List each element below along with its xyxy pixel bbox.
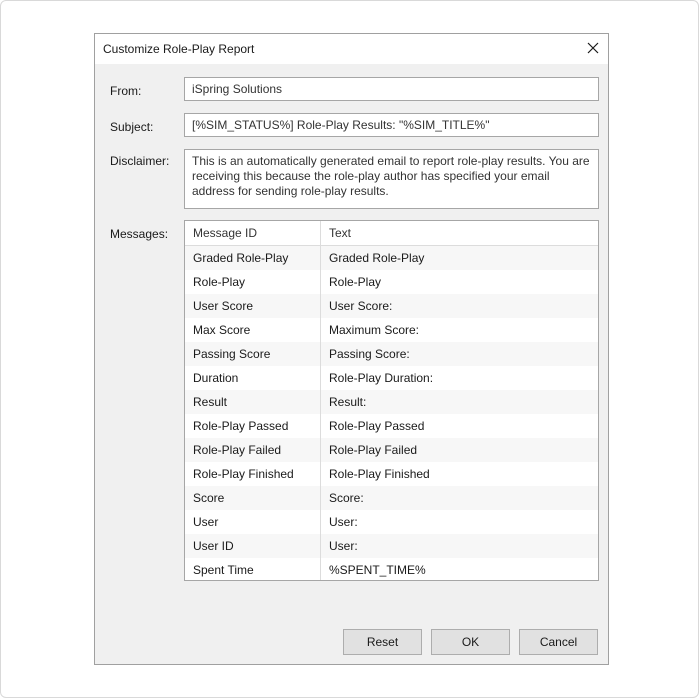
column-header-message-id[interactable]: Message ID: [185, 221, 321, 245]
message-text-cell[interactable]: Maximum Score:: [329, 323, 420, 337]
dialog-title: Customize Role-Play Report: [103, 42, 255, 56]
table-row[interactable]: [185, 486, 598, 510]
message-id-cell: User Score: [185, 294, 321, 318]
table-row[interactable]: [185, 366, 598, 390]
table-row[interactable]: [185, 462, 598, 486]
table-row[interactable]: [185, 534, 598, 558]
message-id-cell: User ID: [185, 534, 321, 558]
message-id-cell: Duration: [185, 366, 321, 390]
message-text-cell[interactable]: User:: [329, 539, 358, 553]
subject-field[interactable]: [%SIM_STATUS%] Role-Play Results: "%SIM_TITLE%": [184, 113, 599, 137]
close-icon: [587, 42, 599, 54]
table-row[interactable]: [185, 414, 598, 438]
message-id-cell: Role-Play: [185, 270, 321, 294]
table-row[interactable]: [185, 318, 598, 342]
message-text-cell[interactable]: %SPENT_TIME%: [329, 563, 426, 577]
table-row[interactable]: [185, 390, 598, 414]
disclaimer-field[interactable]: This is an automatically generated email to report role-play results. You are receiving this because the role-play author has specified your email address for sending role-play results.: [184, 149, 599, 209]
ok-button[interactable]: OK: [431, 629, 510, 655]
message-id-cell: Result: [185, 390, 321, 414]
message-text-cell[interactable]: Passing Score:: [329, 347, 410, 361]
message-text-cell[interactable]: Role-Play: [329, 275, 382, 289]
table-row[interactable]: [185, 270, 598, 294]
message-text-cell[interactable]: Score:: [329, 491, 364, 505]
message-text-cell[interactable]: User:: [329, 515, 358, 529]
message-text-cell[interactable]: Result:: [329, 395, 367, 409]
from-field[interactable]: iSpring Solutions: [184, 77, 599, 101]
table-row[interactable]: [185, 438, 598, 462]
message-text-cell[interactable]: User Score:: [329, 299, 393, 313]
cancel-button[interactable]: Cancel: [519, 629, 598, 655]
column-header-text[interactable]: Text: [329, 226, 352, 240]
message-text-cell[interactable]: Role-Play Finished: [329, 467, 430, 481]
message-text-cell[interactable]: Role-Play Duration:: [329, 371, 434, 385]
message-text-cell[interactable]: Role-Play Passed: [329, 419, 425, 433]
message-id-cell: Spent Time: [185, 558, 321, 581]
table-row[interactable]: [185, 510, 598, 534]
messages-table-body: [185, 246, 598, 581]
messages-label: Messages:: [110, 227, 169, 241]
message-id-cell: Role-Play Finished: [185, 462, 321, 486]
message-text-cell[interactable]: Graded Role-Play: [329, 251, 425, 265]
messages-table[interactable]: [184, 220, 599, 581]
table-row[interactable]: [185, 294, 598, 318]
reset-button[interactable]: Reset: [343, 629, 422, 655]
customize-report-dialog: [94, 33, 609, 665]
dialog-titlebar: [95, 34, 608, 64]
table-row[interactable]: [185, 558, 598, 581]
message-id-cell: Max Score: [185, 318, 321, 342]
disclaimer-label: Disclaimer:: [110, 154, 170, 168]
from-label: From:: [110, 84, 142, 98]
table-row[interactable]: [185, 246, 598, 270]
subject-label: Subject:: [110, 120, 154, 134]
message-id-cell: Passing Score: [185, 342, 321, 366]
message-id-cell: Score: [185, 486, 321, 510]
close-button[interactable]: [578, 34, 608, 64]
message-id-cell: Graded Role-Play: [185, 246, 321, 270]
message-text-cell[interactable]: Role-Play Failed: [329, 443, 418, 457]
message-id-cell: Role-Play Failed: [185, 438, 321, 462]
message-id-cell: User: [185, 510, 321, 534]
message-id-cell: Role-Play Passed: [185, 414, 321, 438]
messages-table-header: [185, 221, 598, 246]
table-row[interactable]: [185, 342, 598, 366]
